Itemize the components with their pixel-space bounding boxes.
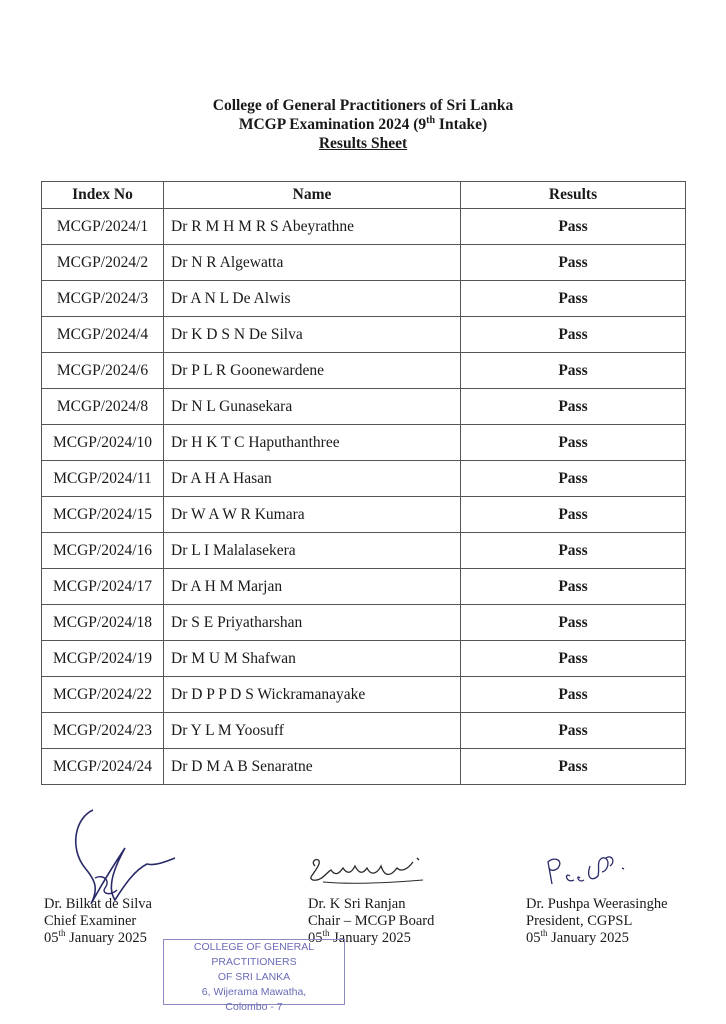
table-row bbox=[42, 353, 686, 389]
signatory-chief-examiner bbox=[44, 896, 152, 947]
name-cell: Dr D P P D S Wickramanayake bbox=[164, 677, 461, 713]
index-cell: MCGP/2024/11 bbox=[42, 461, 164, 497]
name-cell: Dr S E Priyatharshan bbox=[164, 605, 461, 641]
index-cell: MCGP/2024/23 bbox=[42, 713, 164, 749]
column-header-name: Name bbox=[164, 182, 461, 209]
date-sup: th bbox=[540, 928, 548, 939]
result-cell: Pass bbox=[461, 425, 686, 461]
index-cell: MCGP/2024/4 bbox=[42, 317, 164, 353]
result-cell: Pass bbox=[461, 497, 686, 533]
name-cell: Dr R M H M R S Abeyrathne bbox=[164, 209, 461, 245]
index-cell: MCGP/2024/24 bbox=[42, 749, 164, 785]
stamp-line: Colombo - 7 bbox=[225, 1001, 283, 1013]
index-cell: MCGP/2024/22 bbox=[42, 677, 164, 713]
index-cell: MCGP/2024/2 bbox=[42, 245, 164, 281]
name-cell: Dr N R Algewatta bbox=[164, 245, 461, 281]
date-rest: January 2025 bbox=[547, 930, 629, 946]
signatory-president bbox=[526, 896, 668, 947]
column-header-results: Results bbox=[461, 182, 686, 209]
date-rest: January 2025 bbox=[65, 930, 147, 946]
index-cell: MCGP/2024/6 bbox=[42, 353, 164, 389]
name-cell: Dr P L R Goonewardene bbox=[164, 353, 461, 389]
table-row bbox=[42, 605, 686, 641]
index-cell: MCGP/2024/8 bbox=[42, 389, 164, 425]
signatory-name: Dr. K Sri Ranjan bbox=[308, 896, 406, 912]
name-cell: Dr D M A B Senaratne bbox=[164, 749, 461, 785]
result-cell: Pass bbox=[461, 461, 686, 497]
result-cell: Pass bbox=[461, 533, 686, 569]
exam-title-suffix: Intake) bbox=[435, 116, 488, 133]
name-cell: Dr K D S N De Silva bbox=[164, 317, 461, 353]
results-table bbox=[41, 181, 686, 785]
signatory-title: President, CGPSL bbox=[526, 913, 633, 929]
name-cell: Dr W A W R Kumara bbox=[164, 497, 461, 533]
result-cell: Pass bbox=[461, 605, 686, 641]
result-cell: Pass bbox=[461, 749, 686, 785]
document-header bbox=[0, 96, 726, 153]
result-cell: Pass bbox=[461, 713, 686, 749]
signature-board-chair bbox=[305, 852, 430, 892]
result-cell: Pass bbox=[461, 281, 686, 317]
name-cell: Dr A H A Hasan bbox=[164, 461, 461, 497]
date-day: 05 bbox=[308, 930, 323, 946]
table-row bbox=[42, 461, 686, 497]
stamp-line: COLLEGE OF GENERAL PRACTITIONERS bbox=[193, 941, 315, 968]
date-rest: January 2025 bbox=[329, 930, 411, 946]
date-sup: th bbox=[322, 928, 330, 939]
index-cell: MCGP/2024/10 bbox=[42, 425, 164, 461]
table-row bbox=[42, 749, 686, 785]
signatory-name: Dr. Bilkat de Silva bbox=[44, 896, 152, 912]
column-header-index: Index No bbox=[42, 182, 164, 209]
table-row bbox=[42, 641, 686, 677]
table-row bbox=[42, 209, 686, 245]
date-day: 05 bbox=[526, 930, 541, 946]
table-row bbox=[42, 281, 686, 317]
table-row bbox=[42, 425, 686, 461]
stamp-line: 6, Wijerama Mawatha, bbox=[201, 986, 307, 998]
exam-title-text: MCGP Examination 2024 (9 bbox=[238, 116, 427, 133]
result-cell: Pass bbox=[461, 209, 686, 245]
result-cell: Pass bbox=[461, 677, 686, 713]
result-cell: Pass bbox=[461, 641, 686, 677]
index-cell: MCGP/2024/18 bbox=[42, 605, 164, 641]
result-cell: Pass bbox=[461, 245, 686, 281]
date-sup: th bbox=[58, 928, 66, 939]
college-name: College of General Practitioners of Sri Lanka bbox=[212, 97, 514, 114]
name-cell: Dr H K T C Haputhanthree bbox=[164, 425, 461, 461]
official-stamp bbox=[163, 939, 345, 1013]
signatory-date bbox=[526, 930, 668, 947]
index-cell: MCGP/2024/3 bbox=[42, 281, 164, 317]
name-cell: Dr N L Gunasekara bbox=[164, 389, 461, 425]
date-day: 05 bbox=[44, 930, 59, 946]
result-cell: Pass bbox=[461, 353, 686, 389]
name-cell: Dr A H M Marjan bbox=[164, 569, 461, 605]
table-row bbox=[42, 317, 686, 353]
table-row bbox=[42, 533, 686, 569]
stamp-line: OF SRI LANKA bbox=[217, 971, 291, 983]
signature-president bbox=[540, 848, 640, 893]
signatory-title: Chief Examiner bbox=[44, 913, 137, 929]
name-cell: Dr Y L M Yoosuff bbox=[164, 713, 461, 749]
table-row bbox=[42, 497, 686, 533]
result-cell: Pass bbox=[461, 569, 686, 605]
table-row bbox=[42, 389, 686, 425]
exam-title bbox=[0, 115, 726, 134]
index-cell: MCGP/2024/1 bbox=[42, 209, 164, 245]
index-cell: MCGP/2024/17 bbox=[42, 569, 164, 605]
name-cell: Dr M U M Shafwan bbox=[164, 641, 461, 677]
table-row bbox=[42, 677, 686, 713]
table-row bbox=[42, 713, 686, 749]
index-cell: MCGP/2024/19 bbox=[42, 641, 164, 677]
result-cell: Pass bbox=[461, 389, 686, 425]
result-cell: Pass bbox=[461, 317, 686, 353]
index-cell: MCGP/2024/15 bbox=[42, 497, 164, 533]
signatory-title: Chair – MCGP Board bbox=[308, 913, 435, 929]
index-cell: MCGP/2024/16 bbox=[42, 533, 164, 569]
name-cell: Dr A N L De Alwis bbox=[164, 281, 461, 317]
exam-title-sup: th bbox=[426, 114, 436, 126]
signatory-date bbox=[44, 930, 152, 947]
table-row bbox=[42, 245, 686, 281]
signatory-name: Dr. Pushpa Weerasinghe bbox=[526, 896, 668, 912]
table-row bbox=[42, 569, 686, 605]
name-cell: Dr L I Malalasekera bbox=[164, 533, 461, 569]
table-header-row bbox=[42, 182, 686, 209]
results-sheet-title: Results Sheet bbox=[318, 135, 408, 152]
